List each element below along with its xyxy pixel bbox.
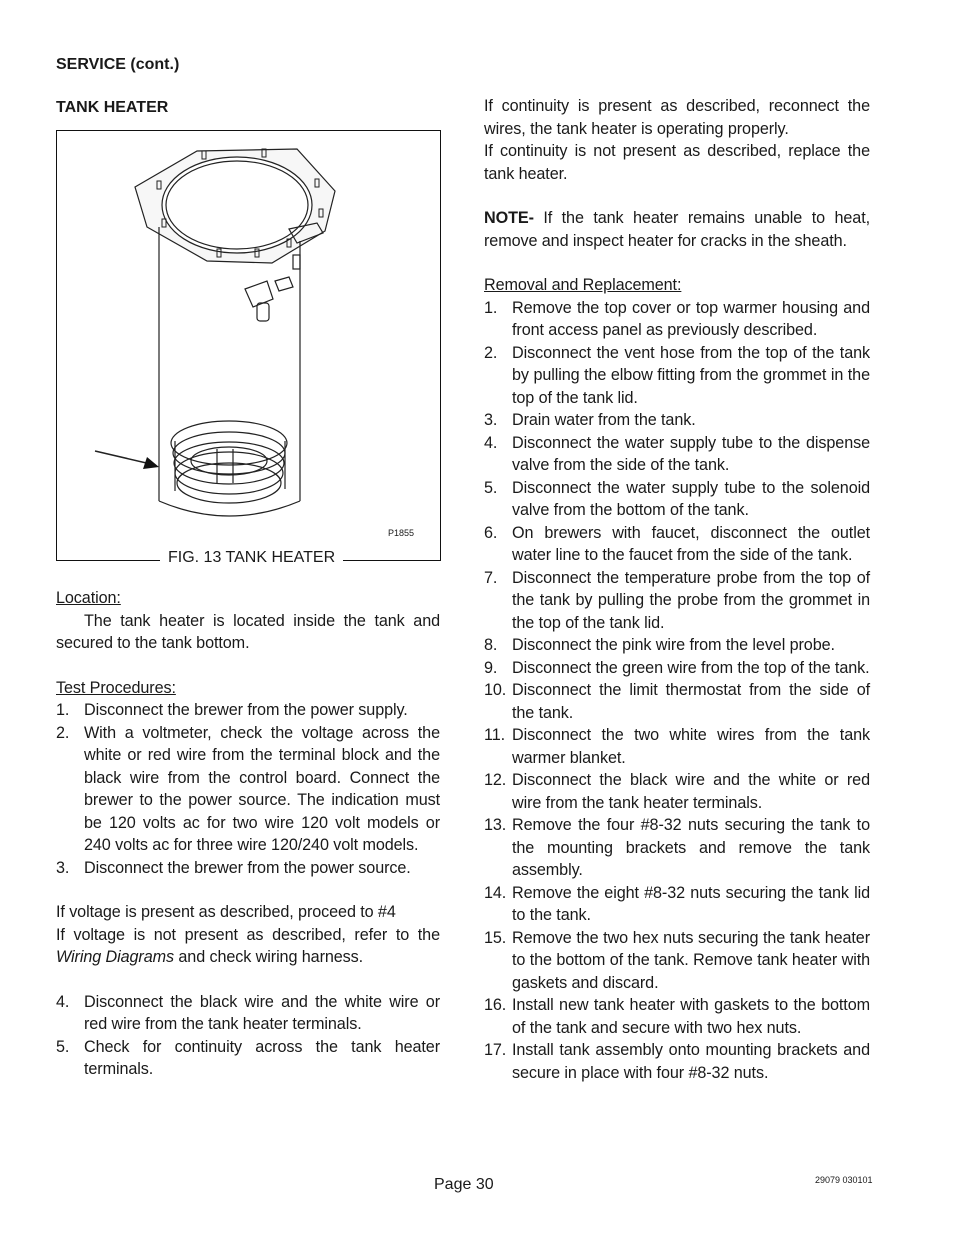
removal-steps-list — [484, 297, 870, 1085]
list-item: 4. Disconnect the black wire and the white wire or red wire from the tank heater terminals. — [56, 992, 440, 1033]
list-item: 7. Disconnect the temperature probe from the top of the tank by pulling the probe from the grommet in the top of the tank lid. — [484, 568, 870, 632]
list-item: 9. Disconnect the green wire from the top of the tank. — [484, 658, 870, 677]
tank-heater-figure — [56, 130, 441, 561]
section-header: SERVICE (cont.) — [56, 56, 180, 73]
test-procedures-heading: Test Procedures: — [56, 678, 176, 697]
continuity-absent-text: If continuity is not present as described, replace the tank heater. — [484, 142, 870, 183]
voltage-absent-text: If voltage is not present as described, refer to the Wiring Diagrams and check wiring harness. — [56, 925, 440, 966]
list-item: 5. Disconnect the water supply tube to the solenoid valve from the bottom of the tank. — [484, 478, 870, 519]
list-item: 1. Disconnect the brewer from the power supply. — [56, 701, 408, 719]
removal-heading: Removal and Replacement: — [484, 276, 682, 294]
left-text-block — [56, 587, 440, 1081]
location-heading: Location: — [56, 589, 121, 607]
list-item: 6. On brewers with faucet, disconnect the outlet water line to the faucet from the side of the tank. — [484, 523, 870, 564]
figure-caption: FIG. 13 TANK HEATER — [160, 549, 343, 567]
list-item: 3. Disconnect the brewer from the power source. — [56, 858, 411, 877]
list-item: 13. Remove the four #8-32 nuts securing the tank to the mounting brackets and remove the tank assembly. — [484, 816, 870, 879]
voltage-present-text: If voltage is present as described, proceed to #4 — [56, 903, 396, 921]
note-text: NOTE- If the tank heater remains unable to heat, remove and inspect heater for cracks in the sheath. — [484, 209, 870, 250]
list-item: 14. Remove the eight #8-32 nuts securing the tank lid to the tank. — [484, 883, 870, 924]
list-item: 4. Disconnect the water supply tube to the dispense valve from the side of the tank. — [484, 433, 870, 474]
list-item: 16. Install new tank heater with gaskets to the bottom of the tank and secure with two hex nuts. — [484, 996, 870, 1037]
continuity-steps-list — [56, 991, 440, 1081]
tank-heater-illustration — [57, 131, 442, 562]
continuity-present-text: If continuity is present as described, reconnect the wires, the tank heater is operating properly. — [484, 97, 870, 138]
list-item: 17. Install tank assembly onto mounting brackets and secure in place with four #8-32 nuts. — [484, 1041, 870, 1082]
document-code: 29079 030101 — [815, 1175, 873, 1185]
test-steps-list — [56, 699, 440, 879]
list-item: 15. Remove the two hex nuts securing the tank heater to the bottom of the tank. Remove tank heater with gaskets and discard. — [484, 928, 870, 992]
list-item: 2. With a voltmeter, check the voltage across the white or red wire from the terminal block and the black wire from the control board. Connect the brewer to the power source. The indication must be 120 volts ac for two wire 120 volt models or 240 volts ac for three wire 120/240 volt models. — [56, 723, 440, 854]
list-item: 12. Disconnect the black wire and the white or red wire from the tank heater terminals. — [484, 771, 870, 812]
list-item: 1. Remove the top cover or top warmer housing and front access panel as previously described. — [484, 298, 870, 339]
list-item: 2. Disconnect the vent hose from the top of the tank by pulling the elbow fitting from the grommet in the top of the tank lid. — [484, 343, 870, 407]
note-label: NOTE- — [484, 209, 534, 227]
page-number: Page 30 — [434, 1176, 494, 1193]
location-text: The tank heater is located inside the tank and secured to the tank bottom. — [56, 611, 440, 652]
wiring-diagrams-reference: Wiring Diagrams — [56, 948, 174, 966]
list-item: 8. Disconnect the pink wire from the level probe. — [484, 636, 835, 654]
list-item: 3. Drain water from the tank. — [484, 411, 696, 429]
right-text-block — [484, 95, 870, 1084]
list-item: 11. Disconnect the two white wires from the tank warmer blanket. — [484, 726, 870, 767]
list-item: 5. Check for continuity across the tank heater terminals. — [56, 1037, 440, 1078]
figure-code: P1855 — [388, 528, 415, 538]
section-title: TANK HEATER — [56, 99, 169, 116]
list-item: 10. Disconnect the limit thermostat from the side of the tank. — [484, 681, 870, 722]
